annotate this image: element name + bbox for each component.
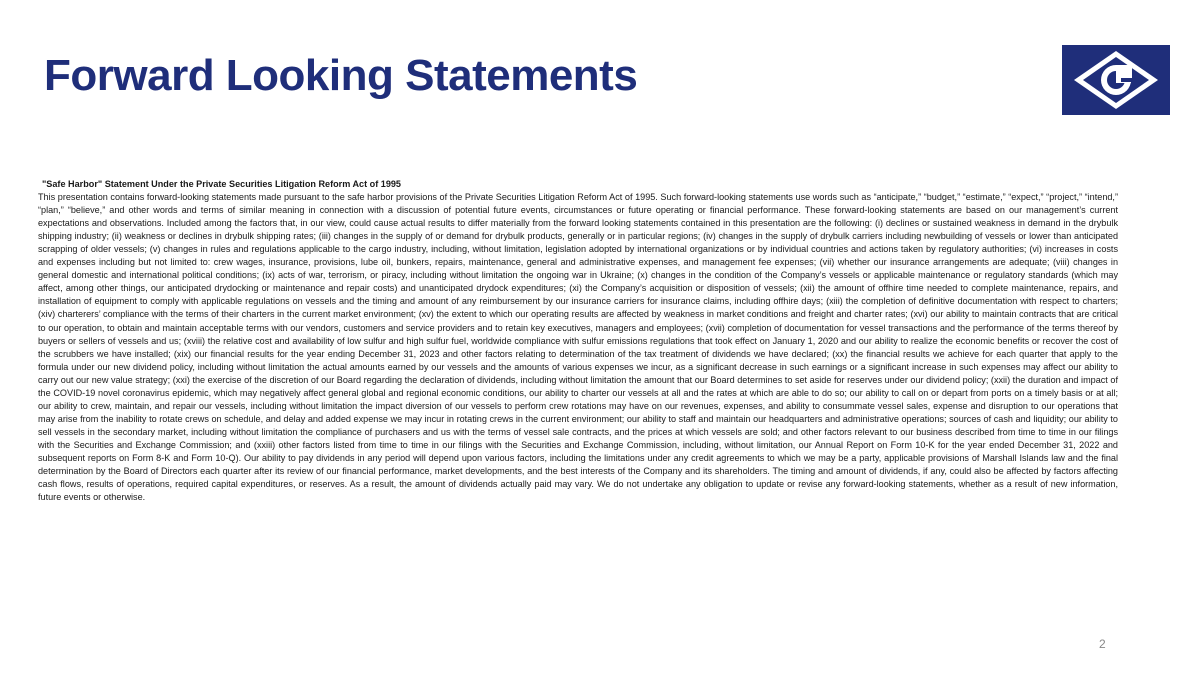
g-diamond-icon (1062, 45, 1170, 115)
disclaimer-content (38, 178, 1118, 504)
safe-harbor-heading: "Safe Harbor" Statement Under the Private Securities Litigation Reform Act of 1995 (42, 179, 401, 189)
company-logo (1062, 45, 1170, 115)
disclaimer-body: This presentation contains forward-looking statements made pursuant to the safe harbor provisions of the Private Securities Litigation Reform Act of 1995. Such forward-looking statements use words such as “anticipate,” “budget,” “estimate,” “expect,” “project,” “intend,” “plan,” “believe,” and other words and terms of similar meaning in connection with a discussion of potential future events, circumstances or future operating or financial performance. These forward-looking statements are based on our management’s current expectations and observations. Included among the factors that, in our view, could cause actual results to differ materially from the forward looking statements contained in this presentation are the following: (i) declines or sustained weakness in demand in the drybulk shipping industry; (ii) weakness or declines in drybulk shipping rates; (iii) changes in the supply of or demand for drybulk products, generally or in particular regions; (iv) changes in the supply of drybulk carriers including newbuilding of vessels or lower than anticipated scrapping of older vessels; (v) changes in rules and regulations applicable to the cargo industry, including, without limitation, legislation adopted by international organizations or by individual countries and actions taken by regulatory authorities; (vi) increases in costs and expenses including but not limited to: crew wages, insurance, provisions, lube oil, bunkers, repairs, maintenance, general and administrative expenses, and management fee expenses; (vii) whether our insurance arrangements are adequate; (viii) changes in general domestic and international political conditions; (ix) acts of war, terrorism, or piracy, including without limitation the ongoing war in Ukraine; (x) changes in the condition of the Company’s vessels or applicable maintenance or regulatory standards (which may affect, among other things, our anticipated drydocking or maintenance and repair costs) and unanticipated drydock expenditures; (xi) the Company’s acquisition or disposition of vessels; (xii) the amount of offhire time needed to complete maintenance, repairs, and installation of equipment to comply with applicable regulations on vessels and the timing and amount of any reimbursement by our insurance carriers for insurance claims, including offhire days; (xiii) the completion of definitive documentation with respect to charters; (xiv) charterers’ compliance with the terms of their charters in the current market environment; (xv) the extent to which our operating results are affected by weakness in market conditions and freight and charter rates; (xvi) our ability to maintain contracts that are critical to our operation, to obtain and maintain acceptable terms with our vendors, customers and service providers and to retain key executives, managers and employees; (xvii) completion of documentation for vessel transactions and the performance of the terms thereof by buyers or sellers of vessels and us; (xviii) the relative cost and availability of low sulfur and high sulfur fuel, worldwide compliance with sulfur emissions regulations that took effect on January 1, 2020 and our ability to realize the economic benefits or recover the cost of the scrubbers we have installed; (xix) our financial results for the year ending December 31, 2023 and other factors relating to determination of the tax treatment of dividends we have declared; (xx) the financial results we achieve for each quarter that apply to the formula under our new dividend policy, including without limitation the actual amounts earned by our vessels and the amounts of various expenses we incur, as a significant decrease in such earnings or a significant increase in such expenses may affect our ability to carry out our new value strategy; (xxi) the exercise of the discretion of our Board regarding the declaration of dividends, including without limitation the amount that our Board determines to set aside for reserves under our dividend policy; (xxii) the duration and impact of the COVID-19 novel coronavirus epidemic, which may negatively affect general global and regional economic conditions, our ability to charter our vessels at all and the rates at which are able to do so; our ability to call on or depart from ports on a timely basis or at all; our ability to crew, maintain, and repair our vessels, including without limitation the impact diversion of our vessels to perform crew rotations may have on our revenues, expenses, and ability to consummate vessel sales, expense and disruption to our operations that may arise from the inability to rotate crews on schedule, and delay and added expense we may incur in rotating crews in the current environment; our ability to staff and maintain our headquarters and administrative operations; sources of cash and liquidity; our ability to sell vessels in the secondary market, including without limitation the compliance of purchasers and us with the terms of vessel sale contracts, and the prices at which vessels are sold; and other factors relevant to our business described from time to time in our filings with the Securities and Exchange Commission; and (xxiii) other factors listed from time to time in our filings with the Securities and Exchange Commission, including, without limitation, our Annual Report on Form 10-K for the year ended December 31, 2022 and subsequent reports on Form 8-K and Form 10-Q). Our ability to pay dividends in any period will depend upon various factors, including the limitations under any credit agreements to which we may be a party, applicable provisions of Marshall Islands law and the final determination by the Board of Directors each quarter after its review of our financial performance, market developments, and the best interests of the Company and its shareholders. The timing and amount of dividends, if any, could also be affected by factors affecting cash flows, results of operations, required capital expenditures, or reserves. As a result, the amount of dividends actually paid may vary. We do not undertake any obligation to update or revise any forward-looking statements, whether as a result of new information, future events or otherwise. (38, 192, 1118, 503)
page-title: Forward Looking Statements (44, 51, 638, 100)
page-number: 2 (1099, 637, 1106, 651)
